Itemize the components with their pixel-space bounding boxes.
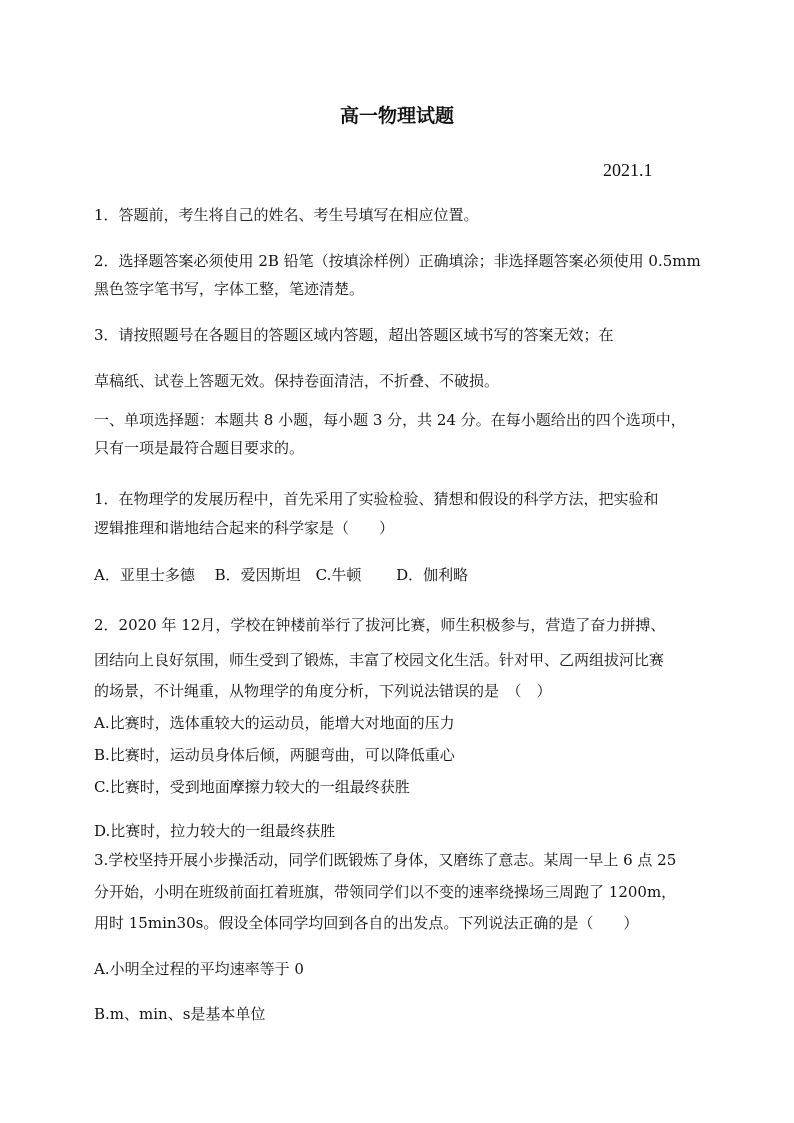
- question-2-option-b: B.比赛时，运动员身体后倾，两腿弯曲，可以降低重心: [94, 746, 455, 764]
- instruction-line-2: 2．选择题答案必须使用 2B 铅笔（按填涂样例）正确填涂；非选择题答案必须使用 0.5mm: [94, 252, 701, 270]
- instruction-line-5: 草稿纸、试卷上答题无效。保持卷面清洁，不折叠、不破损。: [94, 372, 500, 390]
- question-2-option-a: A.比赛时，选体重较大的运动员，能增大对地面的压力: [94, 714, 455, 732]
- question-2-option-d: D.比赛时，拉力较大的一组最终获胜: [94, 822, 336, 840]
- question-1-options: A．亚里士多德 B．爱因斯坦 C.牛顿 D．伽利略: [94, 566, 469, 584]
- question-3-option-b: B.m、min、s是基本单位: [94, 1005, 266, 1023]
- question-3-stem-line-2: 分开始，小明在班级前面扛着班旗，带领同学们以不变的速率绕操场三周跑了 1200m，: [94, 883, 677, 901]
- question-2-option-c: C.比赛时，受到地面摩擦力较大的一组最终获胜: [94, 778, 410, 796]
- section-heading-line-1: 一、单项选择题：本题共 8 小题，每小题 3 分，共 24 分。在每小题给出的四个选项中，: [94, 411, 686, 429]
- exam-date: 2021.1: [603, 160, 653, 180]
- question-3-stem-line-1: 3.学校坚持开展小步操活动，同学们既锻炼了身体，又磨练了意志。某周一早上 6 点 25: [94, 851, 677, 869]
- instruction-line-3: 黑色签字笔书写，字体工整，笔迹清楚。: [94, 280, 365, 298]
- instruction-line-1: 1．答题前，考生将自己的姓名、考生号填写在相应位置。: [94, 206, 479, 224]
- question-3-option-a: A.小明全过程的平均速率等于 0: [94, 960, 304, 978]
- exam-title: 高一物理试题: [339, 105, 454, 127]
- question-3-stem-line-3: 用时 15min30s。假设全体同学均回到各自的出发点。下列说法正确的是（ ）: [94, 914, 639, 932]
- instruction-line-4: 3．请按照题号在各题目的答题区域内答题，超出答题区域书写的答案无效；在: [94, 326, 614, 344]
- question-2-stem-line-2: 团结向上良好氛围，师生受到了锻炼，丰富了校园文化生活。针对甲、乙两组拔河比赛: [94, 651, 665, 669]
- question-2-stem-line-1: 2．2020 年 12月，学校在钟楼前举行了拔河比赛，师生积极参与，营造了奋力拼搏、: [94, 616, 666, 634]
- question-1-stem-line-2: 逻辑推理和谐地结合起来的科学家是（ ）: [94, 519, 395, 537]
- question-2-stem-line-3: 的场景，不计绳重，从物理学的角度分析，下列说法错误的是 （ ）: [94, 682, 552, 700]
- question-1-stem-line-1: 1．在物理学的发展历程中，首先采用了实验检验、猜想和假设的科学方法，把实验和: [94, 490, 659, 508]
- section-heading-line-2: 只有一项是最符合题目要求的。: [94, 439, 305, 457]
